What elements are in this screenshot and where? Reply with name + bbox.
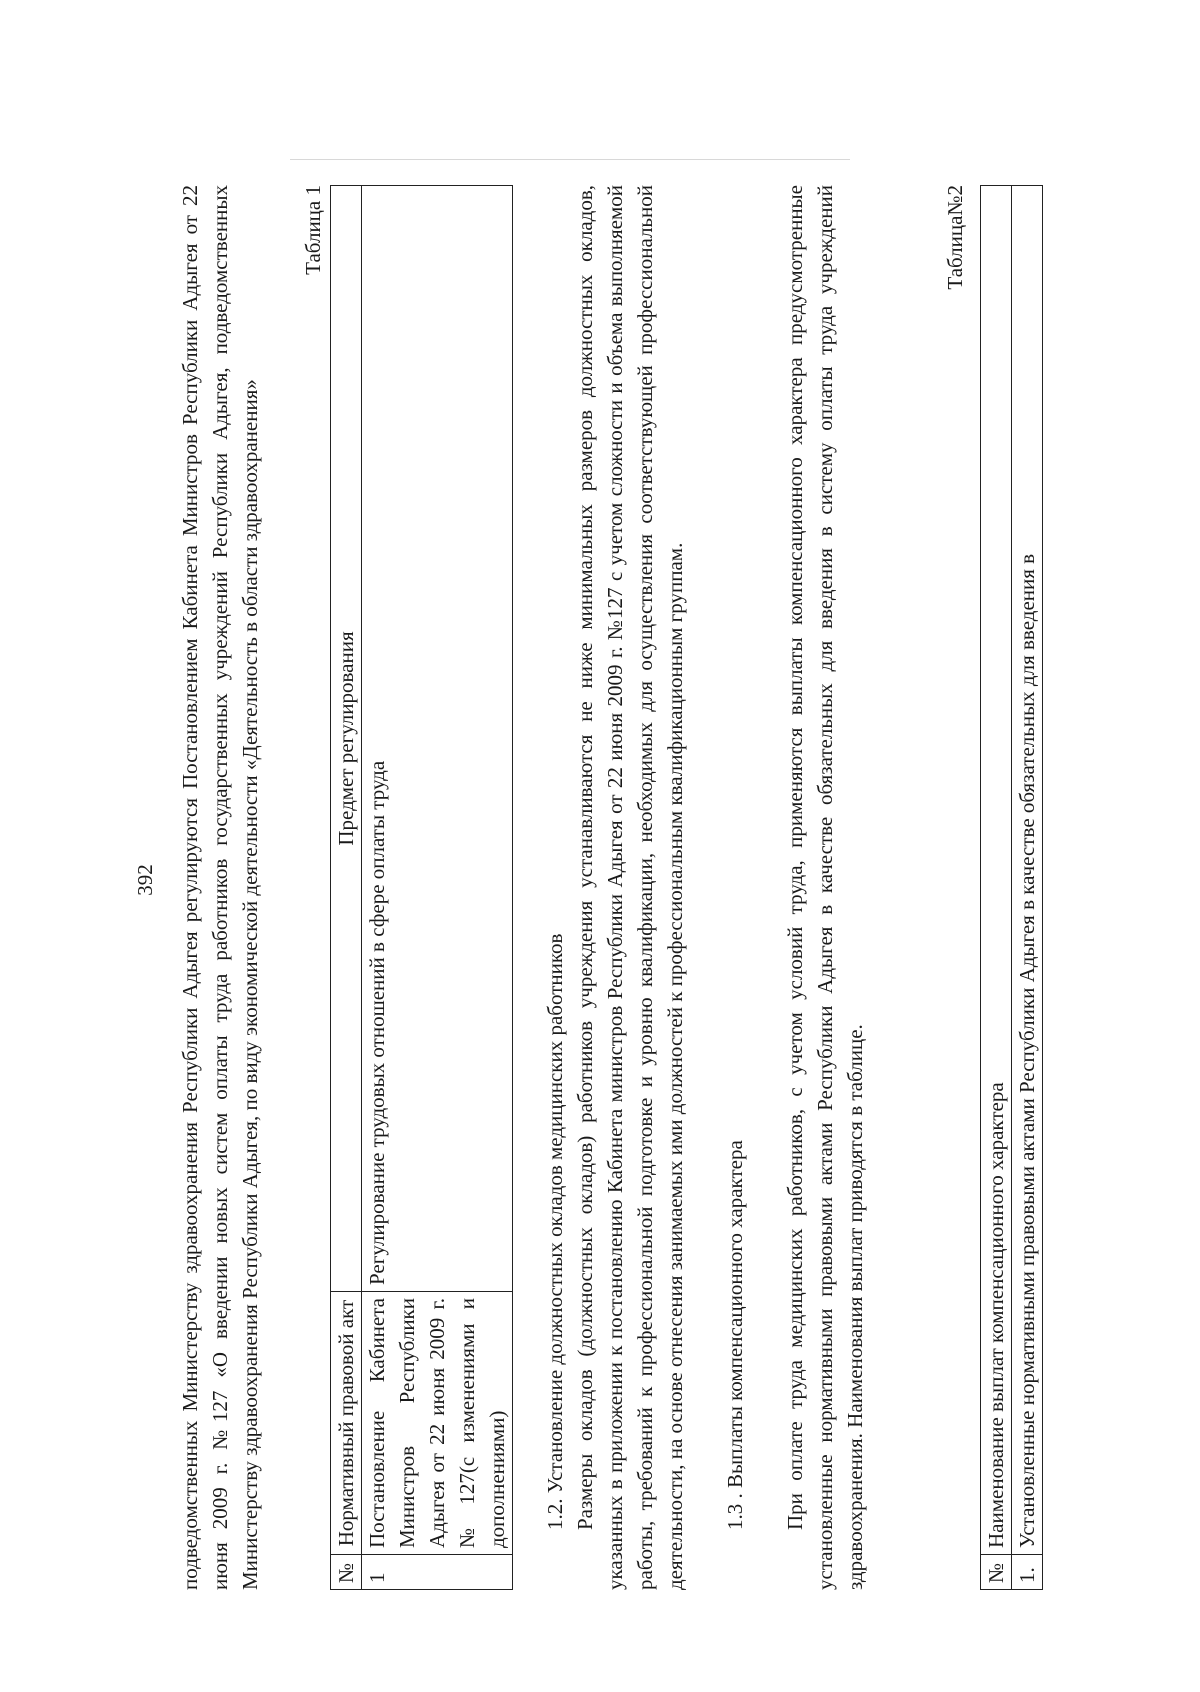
header-number: № (331, 1555, 362, 1590)
section-1-2-paragraph: Размеры окладов (должностных окладов) работников учреждения устанавливаются не ниже минимальных размеров должностных окладов, указанных в приложении к постановлению Кабинета министров Республики Адыгея от 22 июня 2009 г. №127 с учетом сложности и объема выполняемой работы, требований к профессиональной подготовке и уровню квалификации, необходимых для осуществления соответствующей профессиональной деятельности, на основе отнесения занимаемых ими должностей к профессиональным квалификационным группам. (573, 185, 687, 1590)
table2-caption: Таблица№2 (943, 185, 967, 290)
cell-payment-name: Установленные нормативными правовыми актами Республики Адыгея в качестве обязательных для введения в (1012, 186, 1043, 1555)
header-subject: Предмет регулирования (331, 186, 362, 1292)
table-row (362, 186, 513, 1590)
cell-subject: Регулирование трудовых отношений в сфере оплаты труда (362, 186, 513, 1292)
header-payment-name: Наименование выплат компенсационного характера (981, 186, 1012, 1555)
page-number: 392 (133, 864, 157, 896)
section-1-2-heading: 1.2. Установление должностных окладов медицинских работников (543, 933, 567, 1530)
header-act: Нормативный правовой акт (331, 1292, 362, 1555)
section-1-3-paragraph: При оплате труда медицинских работников, с учетом условий труда, применяются выплаты компенсационного характера предусмотренные установленные нормативными правовыми актами Республики Адыгея в качестве обязательных для введения в систему оплаты труда учреждений здравоохранения. Наименования выплат приводятся в таблице. (783, 185, 867, 1590)
intro-paragraph: подведомственных Министерству здравоохранения Республики Адыгея регулируются Постановлением Кабинета Министров Республики Адыгея от 22 июня 2009 г. №127 «О введении новых систем оплаты труда работников государственных учреждений Республики Адыгея, подведомственных Министерству здравоохранения Республики Адыгея, по виду экономической деятельности «Деятельность в области здравоохранения» (178, 185, 262, 1590)
header-number: № (981, 1555, 1012, 1590)
cell-number: 1. (1012, 1555, 1043, 1590)
table1-caption: Таблица 1 (301, 185, 325, 275)
scanned-page (130, 130, 1070, 1630)
table-normative-acts (330, 185, 513, 1590)
cell-number: 1 (362, 1555, 513, 1590)
cell-act: Постановление Кабинета Министров Республики Адыгея от 22 июня 2009 г. № 127(с изменениями и дополнениями) (362, 1292, 513, 1555)
table-header-row (981, 186, 1012, 1590)
scan-margin-line (290, 159, 850, 160)
table-row (1012, 186, 1043, 1590)
table-header-row (331, 186, 362, 1590)
section-1-3-heading: 1.3 . Выплаты компенсационного характера (723, 1140, 747, 1530)
table-compensation-payments (980, 185, 1043, 1590)
